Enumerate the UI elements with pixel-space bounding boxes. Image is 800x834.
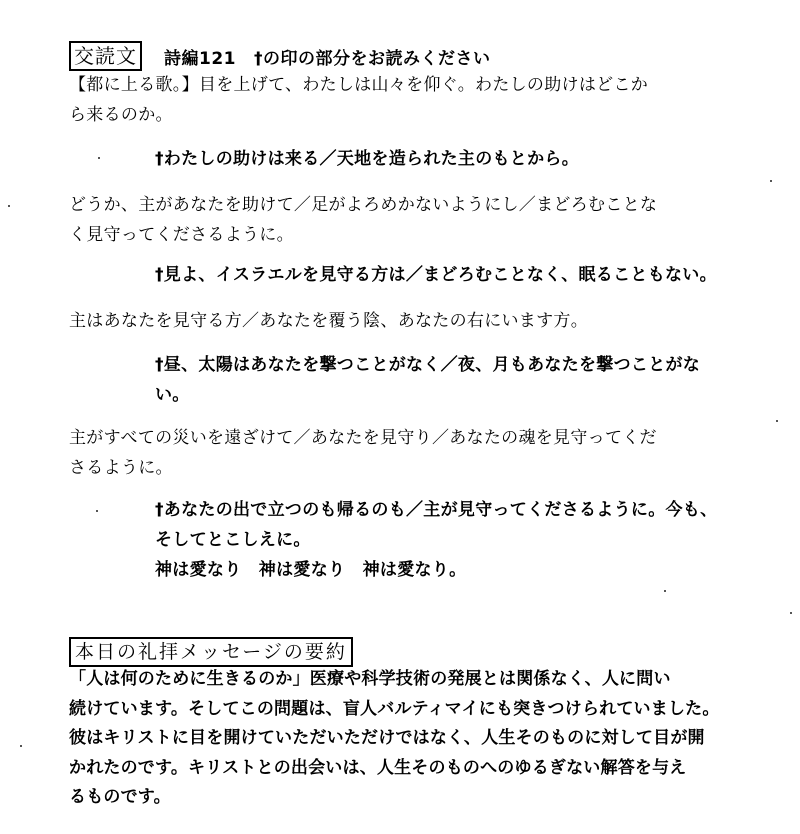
response-paragraph	[155, 350, 765, 410]
scan-speck	[664, 590, 666, 592]
reading-instruction: †の印の部分をお読みください	[254, 48, 491, 69]
scan-speck	[790, 612, 792, 614]
scan-speck	[96, 510, 98, 512]
reading-header	[69, 41, 491, 71]
text-line: †昼、太陽はあなたを撃つことがなく／夜、月もあなたを撃つことがな	[155, 355, 701, 375]
psalm-reference: 詩編121	[164, 48, 236, 69]
summary-header	[69, 637, 353, 667]
scan-speck	[98, 157, 100, 159]
text-line: そしてとこしえに。	[155, 530, 311, 550]
scan-speck	[776, 420, 778, 422]
response-paragraph	[155, 260, 765, 290]
lead-paragraph	[69, 190, 769, 250]
scan-speck	[8, 205, 10, 207]
text-line: †見よ、イスラエルを見守る方は／まどろむことなく、眠ることもない。	[155, 265, 717, 285]
reading-label: 交読文	[69, 41, 142, 71]
lead-paragraph	[69, 306, 769, 336]
summary-heading: 本日の礼拝メッセージの要約	[69, 637, 353, 667]
text-line: どうか、主があなたを助けて／足がよろめかないようにし／まどろむことな	[69, 195, 658, 215]
text-line: 主はあなたを見守る方／あなたを覆う陰、あなたの右にいます方。	[69, 311, 588, 331]
text-line: く見守ってくださるように。	[69, 225, 294, 245]
text-line: 彼はキリストに目を開けていただいただけではなく、人生そのものに対して目が開	[69, 728, 705, 748]
reading-title	[164, 44, 491, 69]
lead-paragraph	[69, 423, 769, 483]
text-line: ら来るのか。	[69, 105, 173, 125]
text-line: †わたしの助けは来る／天地を造られた主のもとから。	[155, 149, 579, 169]
text-line: さるように。	[69, 458, 173, 478]
scan-speck	[20, 745, 22, 747]
text-line: 続けています。そしてこの問題は、盲人バルティマイにも突きつけられていました。	[69, 698, 720, 719]
text-line: 【都に上る歌。】目を上げて、わたしは山々を仰ぐ。わたしの助けはどこか	[69, 75, 649, 95]
scan-speck	[770, 180, 772, 182]
text-line: るものです。	[69, 787, 171, 807]
text-line: 神は愛なり 神は愛なり 神は愛なり。	[155, 560, 467, 580]
summary-body	[69, 665, 759, 813]
text-line: 「人は何のために生きるのか」医療や科学技術の発展とは関係なく、人に問い	[69, 669, 671, 689]
text-line: 主がすべての災いを遠ざけて／あなたを見守り／あなたの魂を見守ってくだ	[69, 428, 657, 448]
response-paragraph	[155, 144, 765, 174]
text-line: かれたのです。キリストとの出会いは、人生そのものへのゆるぎない解答を与え	[69, 757, 687, 778]
response-paragraph	[155, 495, 765, 585]
text-line: †あなたの出で立つのも帰るのも／主が見守ってくださるように。今も、	[155, 500, 718, 520]
lead-paragraph	[69, 70, 769, 130]
text-line: い。	[155, 385, 190, 405]
